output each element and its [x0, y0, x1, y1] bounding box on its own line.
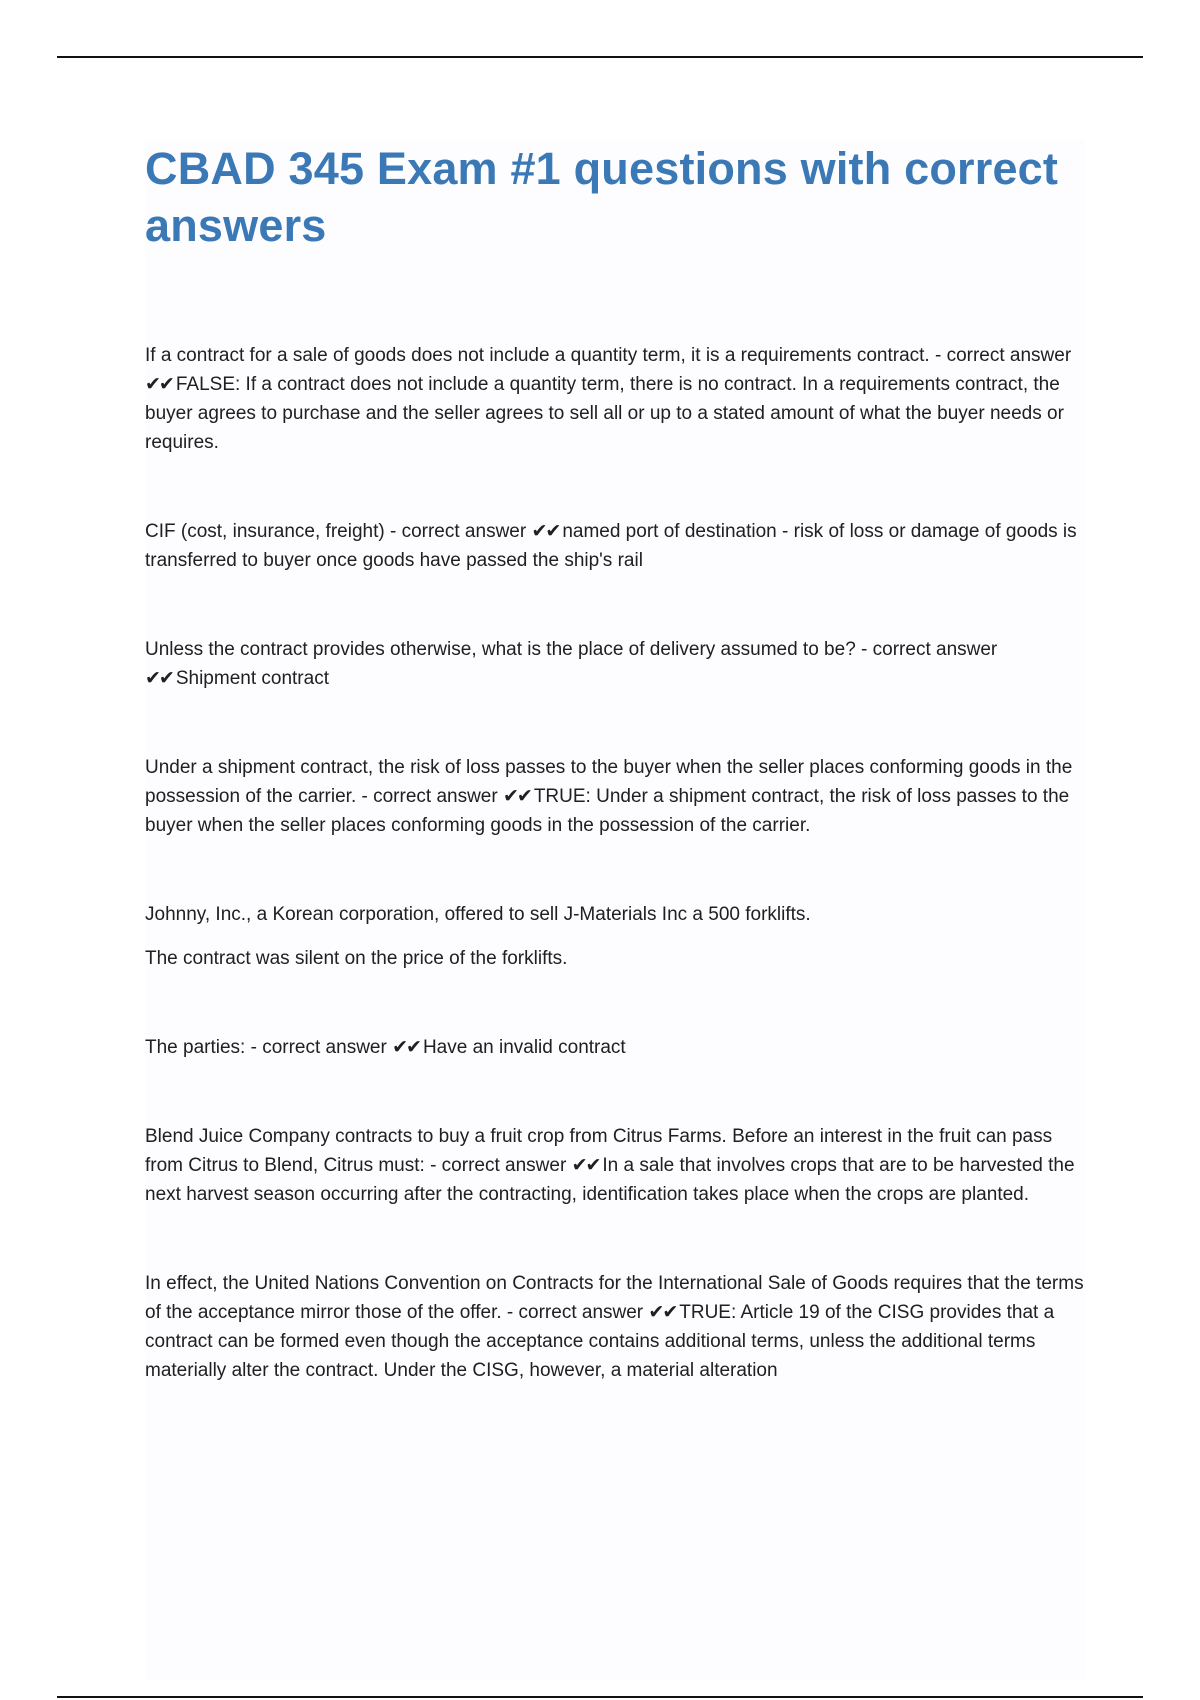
question-text: In effect, the United Nations Convention on Contracts for the International Sale of Goods requires that the terms of the acceptance mirror those of the offer.: [145, 1273, 1084, 1323]
bottom-rule: [57, 1696, 1143, 1698]
answer-separator: - correct answer: [384, 521, 532, 542]
question-text: If a contract for a sale of goods does not include a quantity term, it is a requirements contract.: [145, 345, 930, 366]
qa-item: [145, 517, 1085, 575]
qa-item-intro: [145, 900, 1085, 973]
qa-item: [145, 1033, 1085, 1062]
qa-paragraph: [145, 341, 1085, 457]
qa-item: [145, 341, 1085, 457]
answer-separator: - correct answer: [245, 1037, 393, 1058]
answer-text: In a sale that involves crops that are to be harvested the next harvest season occurring after the contracting, identification takes place when the crops are planted.: [145, 1155, 1075, 1205]
double-check-icon: ✔✔: [531, 521, 560, 542]
top-rule: [57, 56, 1143, 58]
double-check-icon: ✔✔: [145, 374, 173, 395]
qa-paragraph: [145, 517, 1085, 575]
answer-separator: - correct answer: [929, 345, 1072, 366]
double-check-icon: ✔✔: [145, 668, 173, 689]
qa-item: [145, 1122, 1085, 1209]
answer-text: Shipment contract: [175, 668, 329, 689]
answer-text: Have an invalid contract: [422, 1037, 626, 1058]
qa-item: [145, 635, 1085, 693]
question-text: Under a shipment contract, the risk of loss passes to the buyer when the seller places conforming goods in the possession of the carrier.: [145, 757, 1073, 807]
intro-paragraph: The contract was silent on the price of the forklifts.: [145, 948, 568, 969]
qa-item: [145, 753, 1085, 840]
document-page: [145, 140, 1085, 1680]
question-text: CIF (cost, insurance, freight): [145, 521, 385, 542]
answer-text: FALSE: If a contract does not include a quantity term, there is no contract. In a requirements contract, the buyer agrees to purchase and the seller agrees to sell all or up to a stated amount of what the buyer needs or requires.: [145, 374, 1064, 453]
question-text: Blend Juice Company contracts to buy a fruit crop from Citrus Farms. Before an interest in the fruit can pass from Citrus to Blend, Citrus must:: [145, 1126, 1053, 1176]
answer-text: TRUE: Under a shipment contract, the risk of loss passes to the buyer when the seller places conforming goods in the possession of the carrier.: [145, 786, 1070, 836]
double-check-icon: ✔✔: [392, 1037, 420, 1058]
double-check-icon: ✔✔: [648, 1302, 677, 1323]
answer-separator: - correct answer: [424, 1155, 572, 1176]
answer-text: TRUE: Article 19 of the CISG provides that a contract can be formed even though the acceptance contains additional terms, unless the additional terms materially alter the contract. Under the CISG, however, a material alteration: [145, 1302, 1055, 1381]
document-title: CBAD 345 Exam #1 questions with correct answers: [145, 143, 1059, 251]
question-text: The parties:: [145, 1037, 246, 1058]
qa-list: [145, 341, 1085, 1385]
intro-paragraph: Johnny, Inc., a Korean corporation, offered to sell J-Materials Inc a 500 forklifts.: [145, 904, 811, 925]
qa-paragraph: [145, 1033, 1085, 1062]
answer-text: named port of destination - risk of loss or damage of goods is transferred to buyer once goods have passed the ship's rail: [145, 521, 1077, 571]
qa-item: [145, 1269, 1085, 1385]
double-check-icon: ✔✔: [571, 1155, 600, 1176]
qa-paragraph: [145, 1269, 1085, 1385]
qa-paragraph: [145, 635, 1085, 693]
answer-separator: - correct answer: [855, 639, 998, 660]
question-text: Unless the contract provides otherwise, what is the place of delivery assumed to be?: [145, 639, 856, 660]
double-check-icon: ✔✔: [502, 786, 531, 807]
answer-separator: - correct answer: [356, 786, 503, 807]
qa-paragraph: [145, 1122, 1085, 1209]
qa-paragraph: [145, 753, 1085, 840]
answer-separator: - correct answer: [501, 1302, 649, 1323]
